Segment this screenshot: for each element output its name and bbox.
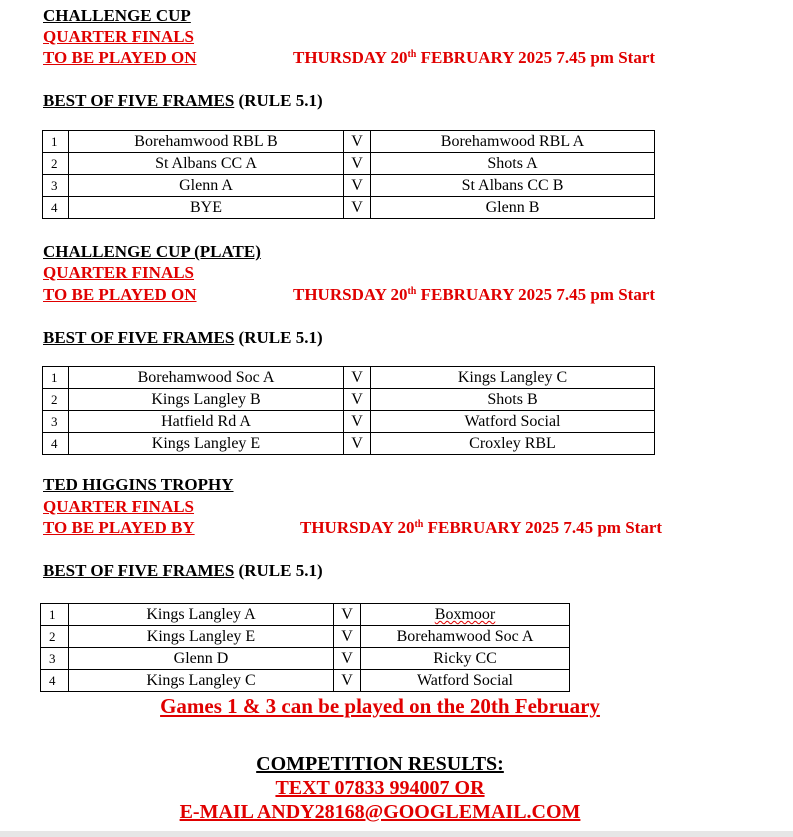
results-text-line: TEXT 07833 994007 OR bbox=[275, 777, 485, 799]
versus: V bbox=[344, 389, 371, 411]
table-row bbox=[43, 175, 655, 197]
table-row bbox=[41, 604, 570, 626]
fixture-number: 4 bbox=[41, 670, 69, 692]
away-team bbox=[361, 604, 570, 626]
section-round: QUARTER FINALS bbox=[43, 263, 195, 282]
results-heading: COMPETITION RESULTS: bbox=[256, 753, 504, 775]
versus: V bbox=[344, 153, 371, 175]
fixture-number: 1 bbox=[41, 604, 69, 626]
away-team: Ricky CC bbox=[361, 648, 570, 670]
section-when-label: TO BE PLAYED ON bbox=[43, 285, 197, 304]
fixture-number: 1 bbox=[43, 131, 69, 153]
home-team: Kings Langley A bbox=[69, 604, 334, 626]
page-bottom-edge bbox=[0, 831, 793, 837]
versus: V bbox=[334, 648, 361, 670]
versus: V bbox=[344, 131, 371, 153]
section-date: THURSDAY 20th FEBRUARY 2025 7.45 pm Start bbox=[293, 285, 656, 304]
section-when-label: TO BE PLAYED BY bbox=[43, 518, 195, 537]
fixture-number: 1 bbox=[43, 367, 69, 389]
section-date: THURSDAY 20th FEBRUARY 2025 7.45 pm Start bbox=[300, 518, 663, 537]
away-team: St Albans CC B bbox=[371, 175, 655, 197]
away-team: Borehamwood Soc A bbox=[361, 626, 570, 648]
table-row bbox=[43, 197, 655, 219]
away-team: Watford Social bbox=[361, 670, 570, 692]
section-title: CHALLENGE CUP bbox=[43, 6, 191, 25]
table-row bbox=[43, 433, 655, 455]
fixture-number: 3 bbox=[41, 648, 69, 670]
versus: V bbox=[344, 197, 371, 219]
fixtures-table bbox=[42, 366, 655, 455]
away-team: Glenn B bbox=[371, 197, 655, 219]
away-team-name: Boxmoor bbox=[434, 606, 496, 623]
table-row bbox=[43, 131, 655, 153]
fixture-number: 2 bbox=[43, 389, 69, 411]
games-note: Games 1 & 3 can be played on the 20th February bbox=[160, 694, 600, 718]
versus: V bbox=[334, 604, 361, 626]
fixture-number: 2 bbox=[43, 153, 69, 175]
fixtures-table bbox=[40, 603, 570, 692]
versus: V bbox=[344, 175, 371, 197]
home-team: Hatfield Rd A bbox=[69, 411, 344, 433]
table-row bbox=[43, 389, 655, 411]
section-title: CHALLENGE CUP (PLATE) bbox=[43, 242, 261, 261]
table-row bbox=[43, 153, 655, 175]
section-round: QUARTER FINALS bbox=[43, 497, 195, 516]
home-team: Kings Langley E bbox=[69, 433, 344, 455]
home-team: Glenn A bbox=[69, 175, 344, 197]
versus: V bbox=[344, 411, 371, 433]
section-format: BEST OF FIVE FRAMES (RULE 5.1) bbox=[43, 561, 323, 580]
away-team: Watford Social bbox=[371, 411, 655, 433]
section-round: QUARTER FINALS bbox=[43, 27, 195, 46]
section-date: THURSDAY 20th FEBRUARY 2025 7.45 pm Start bbox=[293, 48, 656, 67]
away-team: Shots B bbox=[371, 389, 655, 411]
home-team: Kings Langley E bbox=[69, 626, 334, 648]
section-format: BEST OF FIVE FRAMES (RULE 5.1) bbox=[43, 91, 323, 110]
versus: V bbox=[334, 626, 361, 648]
home-team: Kings Langley C bbox=[69, 670, 334, 692]
home-team: Glenn D bbox=[69, 648, 334, 670]
section-when-label: TO BE PLAYED ON bbox=[43, 48, 197, 67]
home-team: Kings Langley B bbox=[69, 389, 344, 411]
versus: V bbox=[344, 433, 371, 455]
table-row bbox=[43, 367, 655, 389]
fixture-number: 4 bbox=[43, 197, 69, 219]
away-team: Kings Langley C bbox=[371, 367, 655, 389]
fixtures-table bbox=[42, 130, 655, 219]
home-team: St Albans CC A bbox=[69, 153, 344, 175]
table-row bbox=[41, 626, 570, 648]
home-team: Borehamwood RBL B bbox=[69, 131, 344, 153]
home-team: BYE bbox=[69, 197, 344, 219]
section-title: TED HIGGINS TROPHY bbox=[43, 475, 234, 494]
fixture-number: 4 bbox=[43, 433, 69, 455]
table-row bbox=[41, 670, 570, 692]
fixture-number: 3 bbox=[43, 175, 69, 197]
fixture-number: 2 bbox=[41, 626, 69, 648]
table-row bbox=[41, 648, 570, 670]
away-team: Borehamwood RBL A bbox=[371, 131, 655, 153]
versus: V bbox=[334, 670, 361, 692]
versus: V bbox=[344, 367, 371, 389]
table-row bbox=[43, 411, 655, 433]
away-team: Croxley RBL bbox=[371, 433, 655, 455]
results-email-line: E-MAIL ANDY28168@GOOGLEMAIL.COM bbox=[179, 801, 581, 823]
away-team: Shots A bbox=[371, 153, 655, 175]
home-team: Borehamwood Soc A bbox=[69, 367, 344, 389]
fixture-number: 3 bbox=[43, 411, 69, 433]
section-format: BEST OF FIVE FRAMES (RULE 5.1) bbox=[43, 328, 323, 347]
